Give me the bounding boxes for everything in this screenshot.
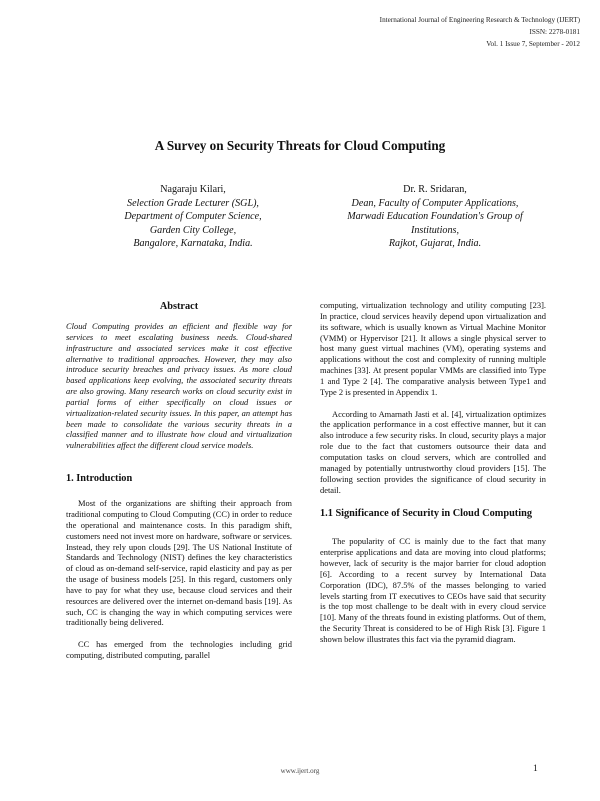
author-name: Nagaraju Kilari, <box>160 184 226 195</box>
author-block-1 <box>58 183 328 251</box>
security-paragraph: The popularity of CC is mainly due to the fact that many enterprise applications and data are moving into cloud platforms; however, lack of security is the major barrier for cloud adoption [6]. According to a recent survey by International Data Corporation (IDC), 87.5% of the masses belonging to varied levels starting from IT executives to CEOs have said that security is the top most challenge to be dealt with in every cloud service [10]. Many of the threats found in existing platforms. Out of them, the Security Threat is considered to be of High Risk [3]. Figure 1 shown below illustrates this fact via the pyramid diagram. <box>320 536 546 644</box>
right-column <box>320 300 546 645</box>
continuation-paragraph: computing, virtualization technology and utility computing [23]. In practice, cloud services heavily depend upon virtualization and its software, which is usually known as Virtual Machine Monitor (VMM) or Hypervisor [21]. It allows a single physical server to host many guest virtual machines (VM), operating systems and applications without the cost and complexity of running multiple machines [33]. At present popular VMMs are classified into Type 1 and Type 2 [4]. The comparative analysis between Type1 and Type 2 is presented in Appendix 1. <box>320 300 546 397</box>
journal-name: International Journal of Engineering Research & Technology (IJERT) <box>379 16 580 24</box>
paper-title: A Survey on Security Threats for Cloud Computing <box>154 138 446 153</box>
abstract-text: Cloud Computing provides an efficient and flexible way for services to meet escalating business needs. Cloud-shared infrastructure and associated services make it cost effective alternative to traditional approaches. However, they may also introduce security breaches and privacy issues. As more cloud based applications keep evolving, the associated security threats are also growing. Many research works on cloud security exist in partial forms of either specifically on cloud issues or virtualization-related security issues. In this paper, an attempt has been made to consolidate the various security threats in a classified manner and to illustrate how cloud and virtualization vulnerabilities affect the different cloud service models. <box>66 321 292 451</box>
footer-url: www.ijert.org <box>280 767 320 775</box>
subsection-heading: 1.1 Significance of Security in Cloud Computing <box>320 508 532 520</box>
author-affiliation-line: Dean, Faculty of Computer Applications, <box>351 197 519 209</box>
journal-issn: ISSN: 2278-0181 <box>529 28 580 36</box>
author-affiliation-line: Marwadi Education Foundation's Group of <box>347 211 523 222</box>
author-affiliation-line: Selection Grade Lecturer (SGL), <box>127 197 259 209</box>
page-number: 1 <box>533 764 538 774</box>
virtualization-paragraph: According to Amarnath Jasti et al. [4], virtualization optimizes the application performance in a cost effective manner, but it can also introduce a few security risks. In cloud, security plays a major role due to the fact that customers outsource their data and computation tasks on cloud servers, which are controlled and managed by potentially untrustworthy cloud providers [15]. The following section provides the significance of cloud security in detail. <box>320 408 546 495</box>
introduction-paragraph: Most of the organizations are shifting their approach from traditional computing to Cloud Computing (CC) in order to reduce the operational and maintenance costs. In this paradigm shift, customers need not invest more on hardware, software or services. Instead, they rely upon clouds [29]. The US National Institute of Standards and Technology (NIST) defines the key characteristics of cloud as on-demand self-service, rapid elasticity and pay as per the usage of business models [25]. In this regard, customers only have to pay for what they use, because cloud services and their resources are delivered over the internet on-demand basis [19]. As such, CC is changing the way in which computing services were traditionally being delivered. <box>66 498 292 628</box>
introduction-paragraph: CC has emerged from the technologies including grid computing, distributed computing, parallel <box>66 639 292 661</box>
author-affiliation-line: Institutions, <box>411 224 459 236</box>
author-name: Dr. R. Sridaran, <box>403 184 467 195</box>
author-affiliation-line: Rajkot, Gujarat, India. <box>388 238 482 249</box>
author-affiliation-line: Bangalore, Karnataka, India. <box>133 238 253 249</box>
journal-volume: Vol. 1 Issue 7, September - 2012 <box>486 40 580 48</box>
left-column <box>66 300 292 661</box>
author-affiliation-line: Garden City College, <box>149 224 237 236</box>
introduction-heading: 1. Introduction <box>66 473 133 485</box>
author-affiliation-line: Department of Computer Science, <box>124 211 262 222</box>
author-block-2 <box>300 183 570 251</box>
abstract-heading: Abstract <box>159 301 199 312</box>
journal-header <box>280 14 580 50</box>
